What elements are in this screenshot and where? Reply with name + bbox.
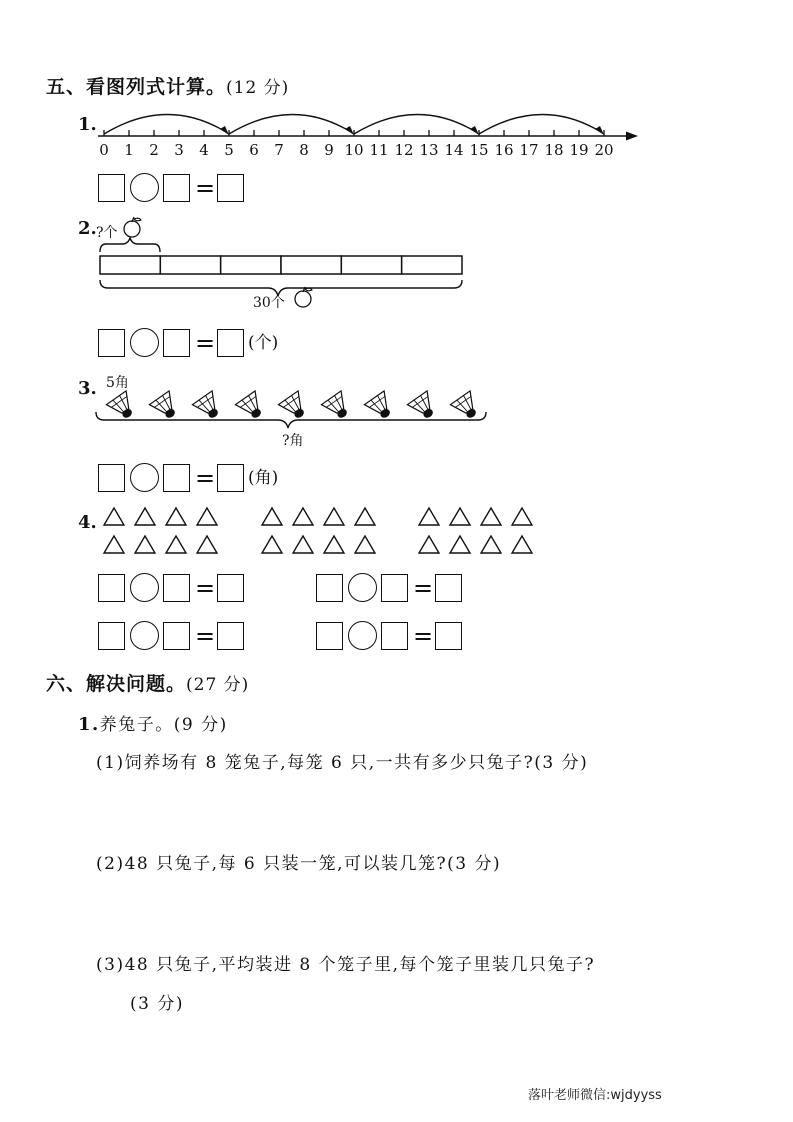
q4-left2-equals: =	[195, 622, 216, 650]
triangle-icon	[450, 508, 470, 525]
hop-arc	[479, 114, 601, 134]
q2-number: 2.	[78, 218, 97, 239]
bar-segment	[341, 256, 401, 274]
footer-watermark: 落叶老师微信:wjdyyss	[528, 1088, 662, 1103]
number-line	[90, 104, 650, 166]
q1-answer-box-3[interactable]	[217, 174, 244, 202]
hop-arrowhead	[220, 126, 229, 135]
hop-arc	[229, 114, 351, 134]
apple-icon-bottom	[293, 286, 323, 310]
shuttlecock-icon	[106, 391, 139, 424]
q4-right-answer-box-1[interactable]	[316, 574, 343, 602]
triangle-icon	[262, 508, 282, 525]
sub-question-2: (2)48 只兔子,每 6 只装一笼,可以装几笼?(3 分)	[96, 854, 502, 874]
q4-left2-operator-circle[interactable]	[130, 621, 159, 650]
triangle-icon	[355, 536, 375, 553]
section6-title	[46, 669, 249, 696]
sub-question-3-line1: (3)48 只兔子,平均装进 8 个笼子里,每个笼子里装几只兔子?	[96, 955, 596, 975]
triangle-icon	[197, 508, 217, 525]
q4-right-answer-box-2[interactable]	[381, 574, 408, 602]
q4-right2-answer-box-3[interactable]	[435, 622, 462, 650]
q2-answer-box-1[interactable]	[98, 329, 125, 357]
q3-bottom-label: ?角	[282, 433, 304, 449]
shuttlecock-icon	[321, 391, 354, 424]
q4-right-answer-box-3[interactable]	[435, 574, 462, 602]
q3-number: 3.	[78, 378, 97, 399]
q3-operator-circle[interactable]	[130, 463, 159, 492]
triangle-icon	[104, 508, 124, 525]
shuttlecock-icon	[192, 391, 225, 424]
q3-shuttlecock-row	[92, 388, 492, 430]
tick-label: 16	[494, 141, 514, 159]
q4-left-answer-box-3[interactable]	[217, 574, 244, 602]
q2-top-brace	[100, 238, 160, 252]
q3-answer-box-1[interactable]	[98, 464, 125, 492]
q2-bottom-label: 30个	[253, 295, 285, 311]
tick-label: 13	[419, 141, 439, 159]
triangle-icon	[166, 536, 186, 553]
tick-label: 19	[569, 141, 589, 159]
q4-number: 4.	[78, 512, 97, 533]
q1-answer-box-2[interactable]	[163, 174, 190, 202]
q3-top-label: 5角	[106, 375, 129, 391]
tick-label: 6	[249, 141, 259, 159]
q4-right2-operator-circle[interactable]	[348, 621, 377, 650]
q2-unit: (个)	[248, 333, 279, 353]
section6-q1-number: 1.	[78, 714, 100, 735]
triangle-icon	[419, 508, 439, 525]
tick-label: 11	[369, 141, 389, 159]
triangle-icon	[481, 536, 501, 553]
section5-score: (12 分)	[226, 78, 290, 98]
q4-left2-answer-box-1[interactable]	[98, 622, 125, 650]
tick-label: 20	[594, 141, 614, 159]
q2-top-label: ?个	[96, 225, 118, 241]
triangle-icon	[197, 536, 217, 553]
q1-operator-circle[interactable]	[130, 173, 159, 202]
bar-segment	[281, 256, 341, 274]
q2-bar-diagram	[92, 236, 472, 298]
shuttlecock-icon	[235, 391, 268, 424]
q4-left-answer-box-2[interactable]	[163, 574, 190, 602]
tick-label: 18	[544, 141, 564, 159]
q4-triangle-grid	[92, 506, 542, 562]
triangle-icon	[512, 508, 532, 525]
q3-answer-box-3[interactable]	[217, 464, 244, 492]
q4-right2-equals: =	[413, 622, 434, 650]
triangle-icon	[419, 536, 439, 553]
sub-question-1: (1)饲养场有 8 笼兔子,每笼 6 只,一共有多少只兔子?(3 分)	[96, 753, 589, 773]
tick-label: 2	[149, 141, 159, 159]
q4-left2-answer-box-2[interactable]	[163, 622, 190, 650]
shuttlecock-icon	[364, 391, 397, 424]
triangle-icon	[293, 536, 313, 553]
q2-answer-box-2[interactable]	[163, 329, 190, 357]
tick-label: 3	[174, 141, 184, 159]
tick-label: 10	[344, 141, 364, 159]
q2-bar-segments	[100, 256, 462, 274]
hop-arrowhead	[345, 126, 354, 135]
q3-unit: (角)	[248, 468, 279, 488]
shuttlecock-icon	[278, 391, 311, 424]
number-line-ticks	[99, 130, 613, 159]
q1-number: 1.	[78, 114, 97, 135]
hop-arrowhead	[595, 126, 604, 135]
triangle-icon	[262, 536, 282, 553]
triangle-icon	[324, 536, 344, 553]
section6-score: (27 分)	[186, 675, 250, 695]
q4-right2-answer-box-2[interactable]	[381, 622, 408, 650]
number-line-arrowhead	[626, 132, 638, 141]
tick-label: 9	[324, 141, 334, 159]
tick-label: 1	[124, 141, 134, 159]
q1-equals: =	[195, 174, 216, 202]
q4-right-operator-circle[interactable]	[348, 573, 377, 602]
tick-label: 17	[519, 141, 539, 159]
triangle-icon	[481, 508, 501, 525]
q1-answer-box-1[interactable]	[98, 174, 125, 202]
q2-operator-circle[interactable]	[130, 328, 159, 357]
q4-left-operator-circle[interactable]	[130, 573, 159, 602]
triangle-icon	[450, 536, 470, 553]
shuttlecock-icon	[149, 391, 182, 424]
hop-arc	[104, 114, 226, 134]
tick-label: 0	[99, 141, 109, 159]
hop-arc	[354, 114, 476, 134]
tick-label: 4	[199, 141, 209, 159]
bar-segment	[221, 256, 281, 274]
section6-q1	[78, 710, 228, 735]
triangle-icon	[355, 508, 375, 525]
tick-label: 14	[444, 141, 464, 159]
q4-left-answer-box-1[interactable]	[98, 574, 125, 602]
triangle-icon	[104, 536, 124, 553]
tick-label: 8	[299, 141, 309, 159]
hop-arrowhead	[470, 126, 479, 135]
triangle-icon	[324, 508, 344, 525]
triangle-icon	[512, 536, 532, 553]
triangle-icon	[166, 508, 186, 525]
triangle-icon	[293, 508, 313, 525]
bar-segment	[160, 256, 220, 274]
triangles	[104, 508, 532, 553]
shuttlecock-icon	[450, 391, 483, 424]
section6-title-text: 六、解决问题。	[46, 673, 187, 695]
q4-left2-answer-box-3[interactable]	[217, 622, 244, 650]
q2-equals: =	[195, 329, 216, 357]
triangle-icon	[135, 508, 155, 525]
q2-answer-box-3[interactable]	[217, 329, 244, 357]
q3-equals: =	[195, 464, 216, 492]
sub-question-3-line2: (3 分)	[130, 994, 184, 1014]
section5-title-text: 五、看图列式计算。	[46, 76, 227, 98]
tick-label: 7	[274, 141, 284, 159]
q4-right-equals: =	[413, 574, 434, 602]
triangle-icon	[135, 536, 155, 553]
tick-label: 12	[394, 141, 414, 159]
shuttlecock-icon	[407, 391, 440, 424]
q4-left-equals: =	[195, 574, 216, 602]
section5-title	[46, 72, 289, 99]
shuttlecocks	[106, 391, 483, 424]
q3-answer-box-2[interactable]	[163, 464, 190, 492]
tick-label: 5	[224, 141, 234, 159]
section6-q1-title: 养兔子。(9 分)	[99, 715, 228, 735]
bar-segment	[402, 256, 462, 274]
q4-right2-answer-box-1[interactable]	[316, 622, 343, 650]
bar-segment	[100, 256, 160, 274]
tick-label: 15	[469, 141, 489, 159]
